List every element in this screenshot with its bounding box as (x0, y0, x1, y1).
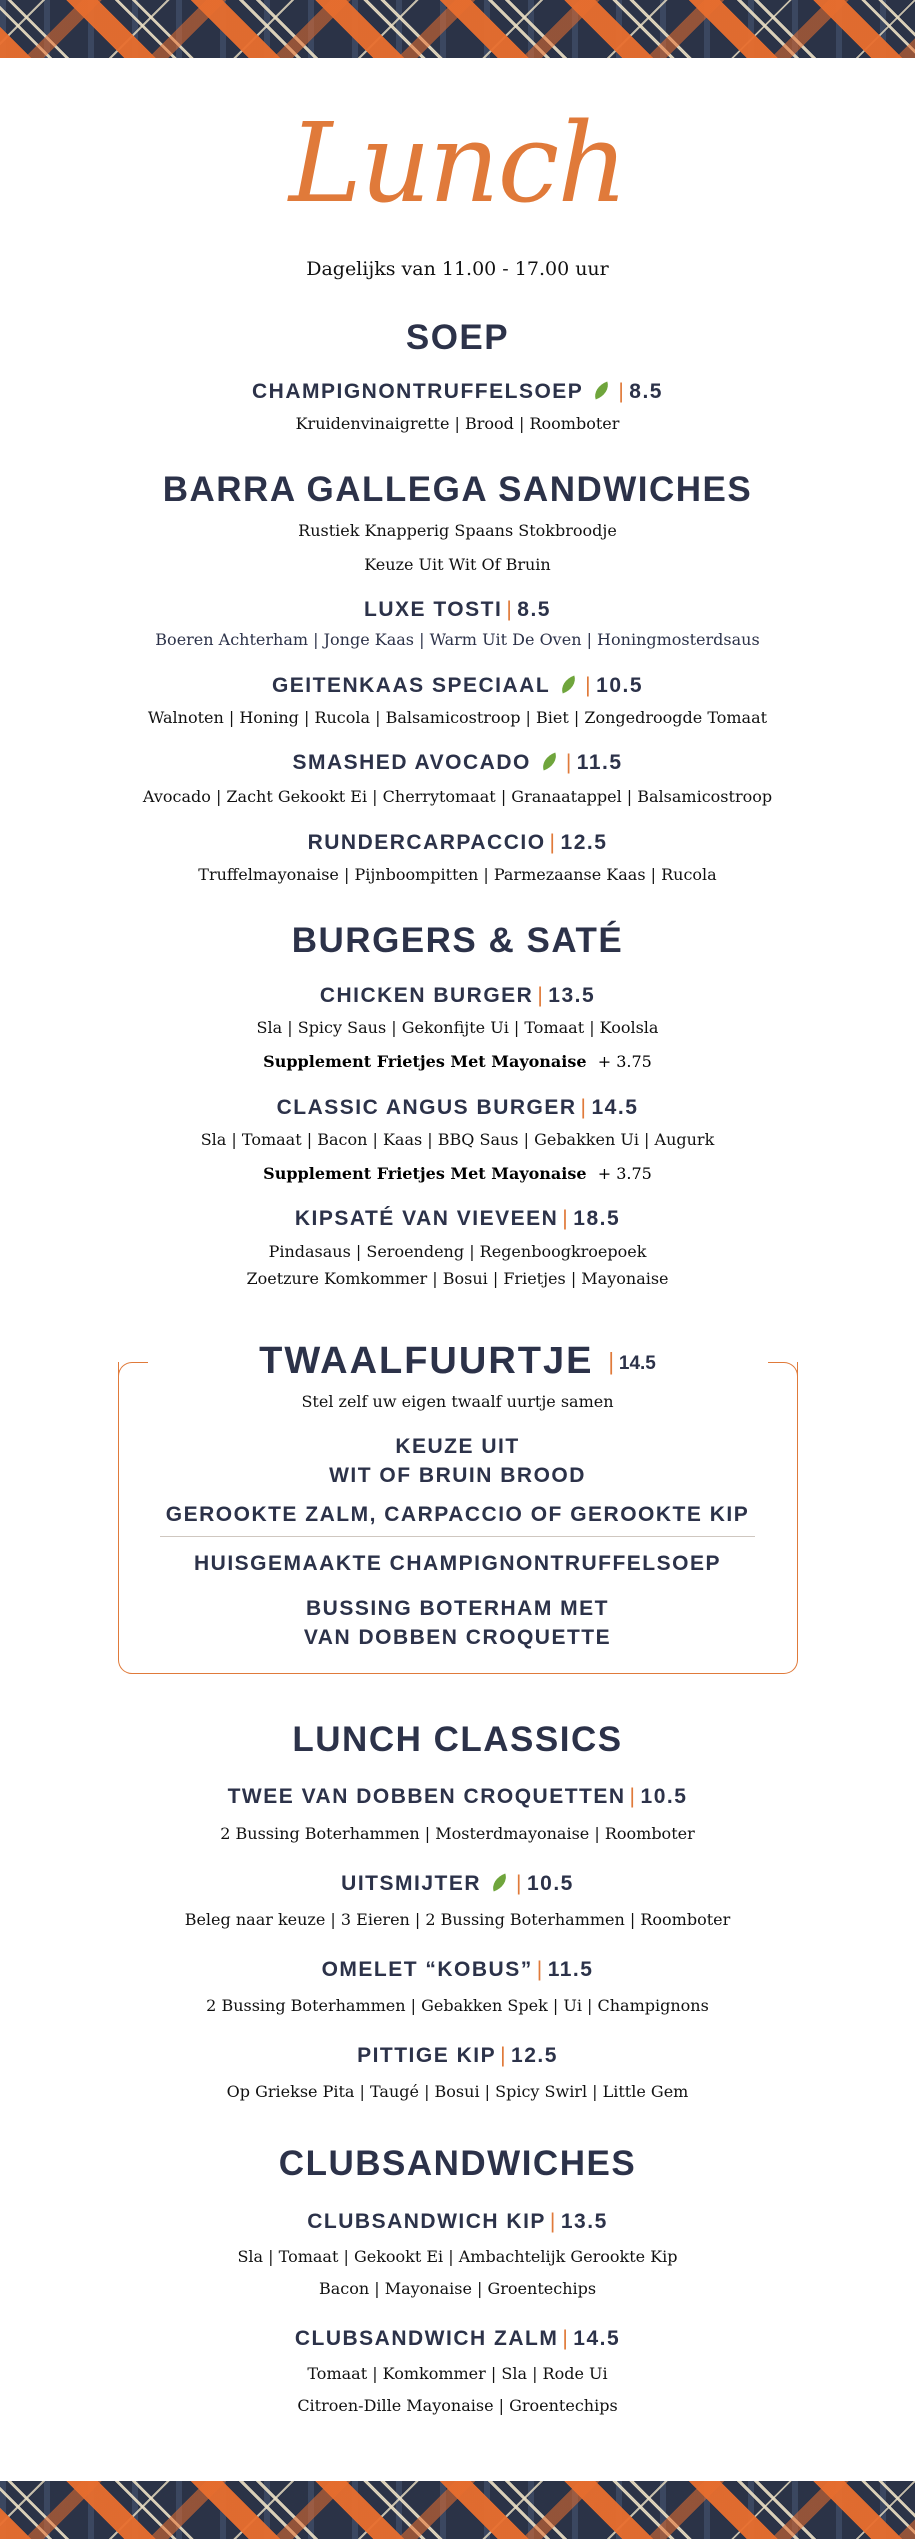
item-price: 12.5 (511, 2044, 558, 2067)
supplement-label: Supplement Frietjes Met Mayonaise (263, 1052, 587, 1071)
item-description: Bacon | Mayonaise | Groentechips (318, 2279, 597, 2298)
item-description: 2 Bussing Boterhammen | Mosterdmayonaise | Roomboter (220, 1824, 695, 1843)
pipe-separator: | (562, 2327, 570, 2350)
item-name: GEITENKAAS SPECIAAL (271, 674, 551, 697)
pipe-separator: | (549, 831, 557, 854)
section-subtitle: Rustiek Knapperig Spaans Stokbroodje (298, 521, 617, 540)
item-name: OMELET “KOBUS” (321, 1958, 533, 1981)
pipe-separator: | (618, 380, 626, 403)
twaalfuurtje-option-bread: KEUZE UIT (395, 1435, 520, 1458)
item-name: PITTIGE KIP (357, 2044, 497, 2067)
item-description: Zoetzure Komkommer | Bosui | Frietjes | Mayonaise (246, 1269, 669, 1288)
item-description: Kruidenvinaigrette | Brood | Roomboter (295, 414, 620, 433)
twaalfuurtje-header (0, 1340, 915, 1383)
leaf-icon (592, 381, 612, 399)
pipe-separator: | (562, 1207, 570, 1230)
pipe-separator: | (500, 2044, 508, 2067)
item-price: 10.5 (526, 1872, 574, 1895)
item-description: Pindasaus | Seroendeng | Regenboogkroepoek (268, 1242, 647, 1261)
item-description: Sla | Tomaat | Bacon | Kaas | BBQ Saus | Gebakken Ui | Augurk (200, 1130, 715, 1149)
item-description: Boeren Achterham | Jonge Kaas | Warm Uit De Oven | Honingmosterdsaus (155, 630, 760, 649)
twaalfuurtje-option-bread: WIT OF BRUIN BROOD (329, 1464, 586, 1487)
item-price: 13.5 (548, 984, 596, 1007)
leaf-icon (539, 752, 559, 770)
item-description: Sla | Tomaat | Gekookt Ei | Ambachtelijk Gerookte Kip (237, 2247, 678, 2266)
page-title: Lunch (288, 99, 627, 227)
item-name: UITSMIJTER (341, 1872, 481, 1895)
pipe-separator: | (537, 984, 545, 1007)
section-title-soep: SOEP (405, 318, 510, 357)
pipe-separator: | (629, 1785, 637, 1808)
pipe-separator: | (565, 751, 573, 774)
section-title-burgers: BURGERS & SATÉ (291, 921, 624, 960)
pipe-separator: | (580, 1096, 588, 1119)
item-price: 10.5 (596, 674, 644, 697)
item-description: Citroen-Dille Mayonaise | Groentechips (297, 2396, 618, 2415)
item-description: Walnoten | Honing | Rucola | Balsamicostroop | Biet | Zongedroogde Tomaat (147, 708, 768, 727)
item-name: TWEE VAN DOBBEN CROQUETTEN (227, 1785, 626, 1808)
item-price: 8.5 (629, 380, 663, 403)
item-price: 11.5 (547, 1958, 594, 1981)
menu-item-van-dobben-croquetten (0, 1786, 915, 1807)
supplement-price: + 3.75 (597, 1164, 652, 1183)
tartan-banner-bottom (0, 2481, 915, 2539)
item-name: CLUBSANDWICH KIP (307, 2210, 546, 2233)
item-price: 14.5 (591, 1096, 639, 1119)
item-price: 11.5 (576, 751, 623, 774)
opening-hours: Dagelijks van 11.00 - 17.00 uur (306, 258, 609, 280)
item-name: CHAMPIGNONTRUFFELSOEP (251, 380, 584, 403)
item-price: 14.5 (573, 2327, 621, 2350)
item-name: CHICKEN BURGER (319, 984, 534, 1007)
menu-item-pittige-kip (0, 2045, 915, 2066)
pipe-separator: | (549, 2210, 557, 2233)
menu-item-luxe-tosti (0, 599, 915, 620)
pipe-separator: | (607, 1350, 615, 1375)
twaalfuurtje-subtitle: Stel zelf uw eigen twaalf uurtje samen (301, 1392, 614, 1411)
menu-item-omelet-kobus (0, 1959, 915, 1980)
menu-item-clubsandwich-kip (0, 2211, 915, 2232)
menu-item-clubsandwich-zalm (0, 2328, 915, 2349)
item-description: Avocado | Zacht Gekookt Ei | Cherrytomaat | Granaatappel | Balsamicostroop (142, 787, 773, 806)
leaf-icon (558, 675, 578, 693)
item-price: 10.5 (640, 1785, 688, 1808)
tartan-banner-top (0, 0, 915, 58)
item-description: 2 Bussing Boterhammen | Gebakken Spek | Ui | Champignons (206, 1996, 709, 2015)
menu-item-uitsmijter (0, 1873, 915, 1894)
item-description: Truffelmayonaise | Pijnboompitten | Parmezaanse Kaas | Rucola (198, 865, 717, 884)
item-name: RUNDERCARPACCIO (307, 831, 546, 854)
item-name: CLUBSANDWICH ZALM (294, 2327, 559, 2350)
twaalfuurtje-option-croquette: VAN DOBBEN CROQUETTE (303, 1626, 612, 1649)
item-description: Beleg naar keuze | 3 Eieren | 2 Bussing Boterhammen | Roomboter (184, 1910, 731, 1929)
section-title-classics: LUNCH CLASSICS (292, 1720, 623, 1759)
twaalfuurtje-option-topping: GEROOKTE ZALM, CARPACCIO OF GEROOKTE KIP (165, 1503, 750, 1526)
item-name: KIPSATÉ VAN VIEVEEN (294, 1207, 559, 1230)
item-name: SMASHED AVOCADO (292, 751, 531, 774)
supplement-label: Supplement Frietjes Met Mayonaise (263, 1164, 587, 1183)
section-subtitle: Keuze Uit Wit Of Bruin (364, 555, 551, 574)
section-title-sandwiches: BARRA GALLEGA SANDWICHES (162, 470, 753, 509)
item-price: 12.5 (560, 831, 608, 854)
pipe-separator: | (516, 1872, 523, 1895)
twaalfuurtje-option-soup: HUISGEMAAKTE CHAMPIGNONTRUFFELSOEP (193, 1552, 721, 1575)
twaalfuurtje-option-croquette: BUSSING BOTERHAM MET (306, 1597, 609, 1620)
item-description: Tomaat | Komkommer | Sla | Rode Ui (307, 2364, 608, 2383)
menu-item-kipsate-van-vieveen (0, 1208, 915, 1229)
menu-item-geitenkaas-speciaal (0, 675, 915, 696)
leaf-icon (489, 1873, 509, 1891)
item-price: 14.5 (618, 1353, 656, 1374)
item-description: Sla | Spicy Saus | Gekonfijte Ui | Tomaat | Koolsla (256, 1018, 659, 1037)
pipe-separator: | (585, 674, 593, 697)
item-supplement (0, 1164, 915, 1183)
pipe-separator: | (506, 598, 514, 621)
item-price: 18.5 (573, 1207, 621, 1230)
menu-item-chicken-burger (0, 985, 915, 1006)
section-title-clubsandwiches: CLUBSANDWICHES (278, 2144, 637, 2183)
item-price: 8.5 (517, 598, 551, 621)
item-name: LUXE TOSTI (364, 598, 503, 621)
menu-item-rundercarpaccio (0, 832, 915, 853)
item-name: CLASSIC ANGUS BURGER (276, 1096, 577, 1119)
divider (160, 1536, 755, 1537)
section-title-twaalfuurtje: TWAALFUURTJE (259, 1340, 594, 1382)
item-description: Op Griekse Pita | Taugé | Bosui | Spicy Swirl | Little Gem (226, 2082, 689, 2101)
menu-item-champignontruffelsoep (0, 381, 915, 402)
item-supplement (0, 1052, 915, 1071)
supplement-price: + 3.75 (597, 1052, 652, 1071)
item-price: 13.5 (560, 2210, 608, 2233)
menu-item-smashed-avocado (0, 752, 915, 773)
menu-item-classic-angus-burger (0, 1097, 915, 1118)
pipe-separator: | (536, 1958, 544, 1981)
